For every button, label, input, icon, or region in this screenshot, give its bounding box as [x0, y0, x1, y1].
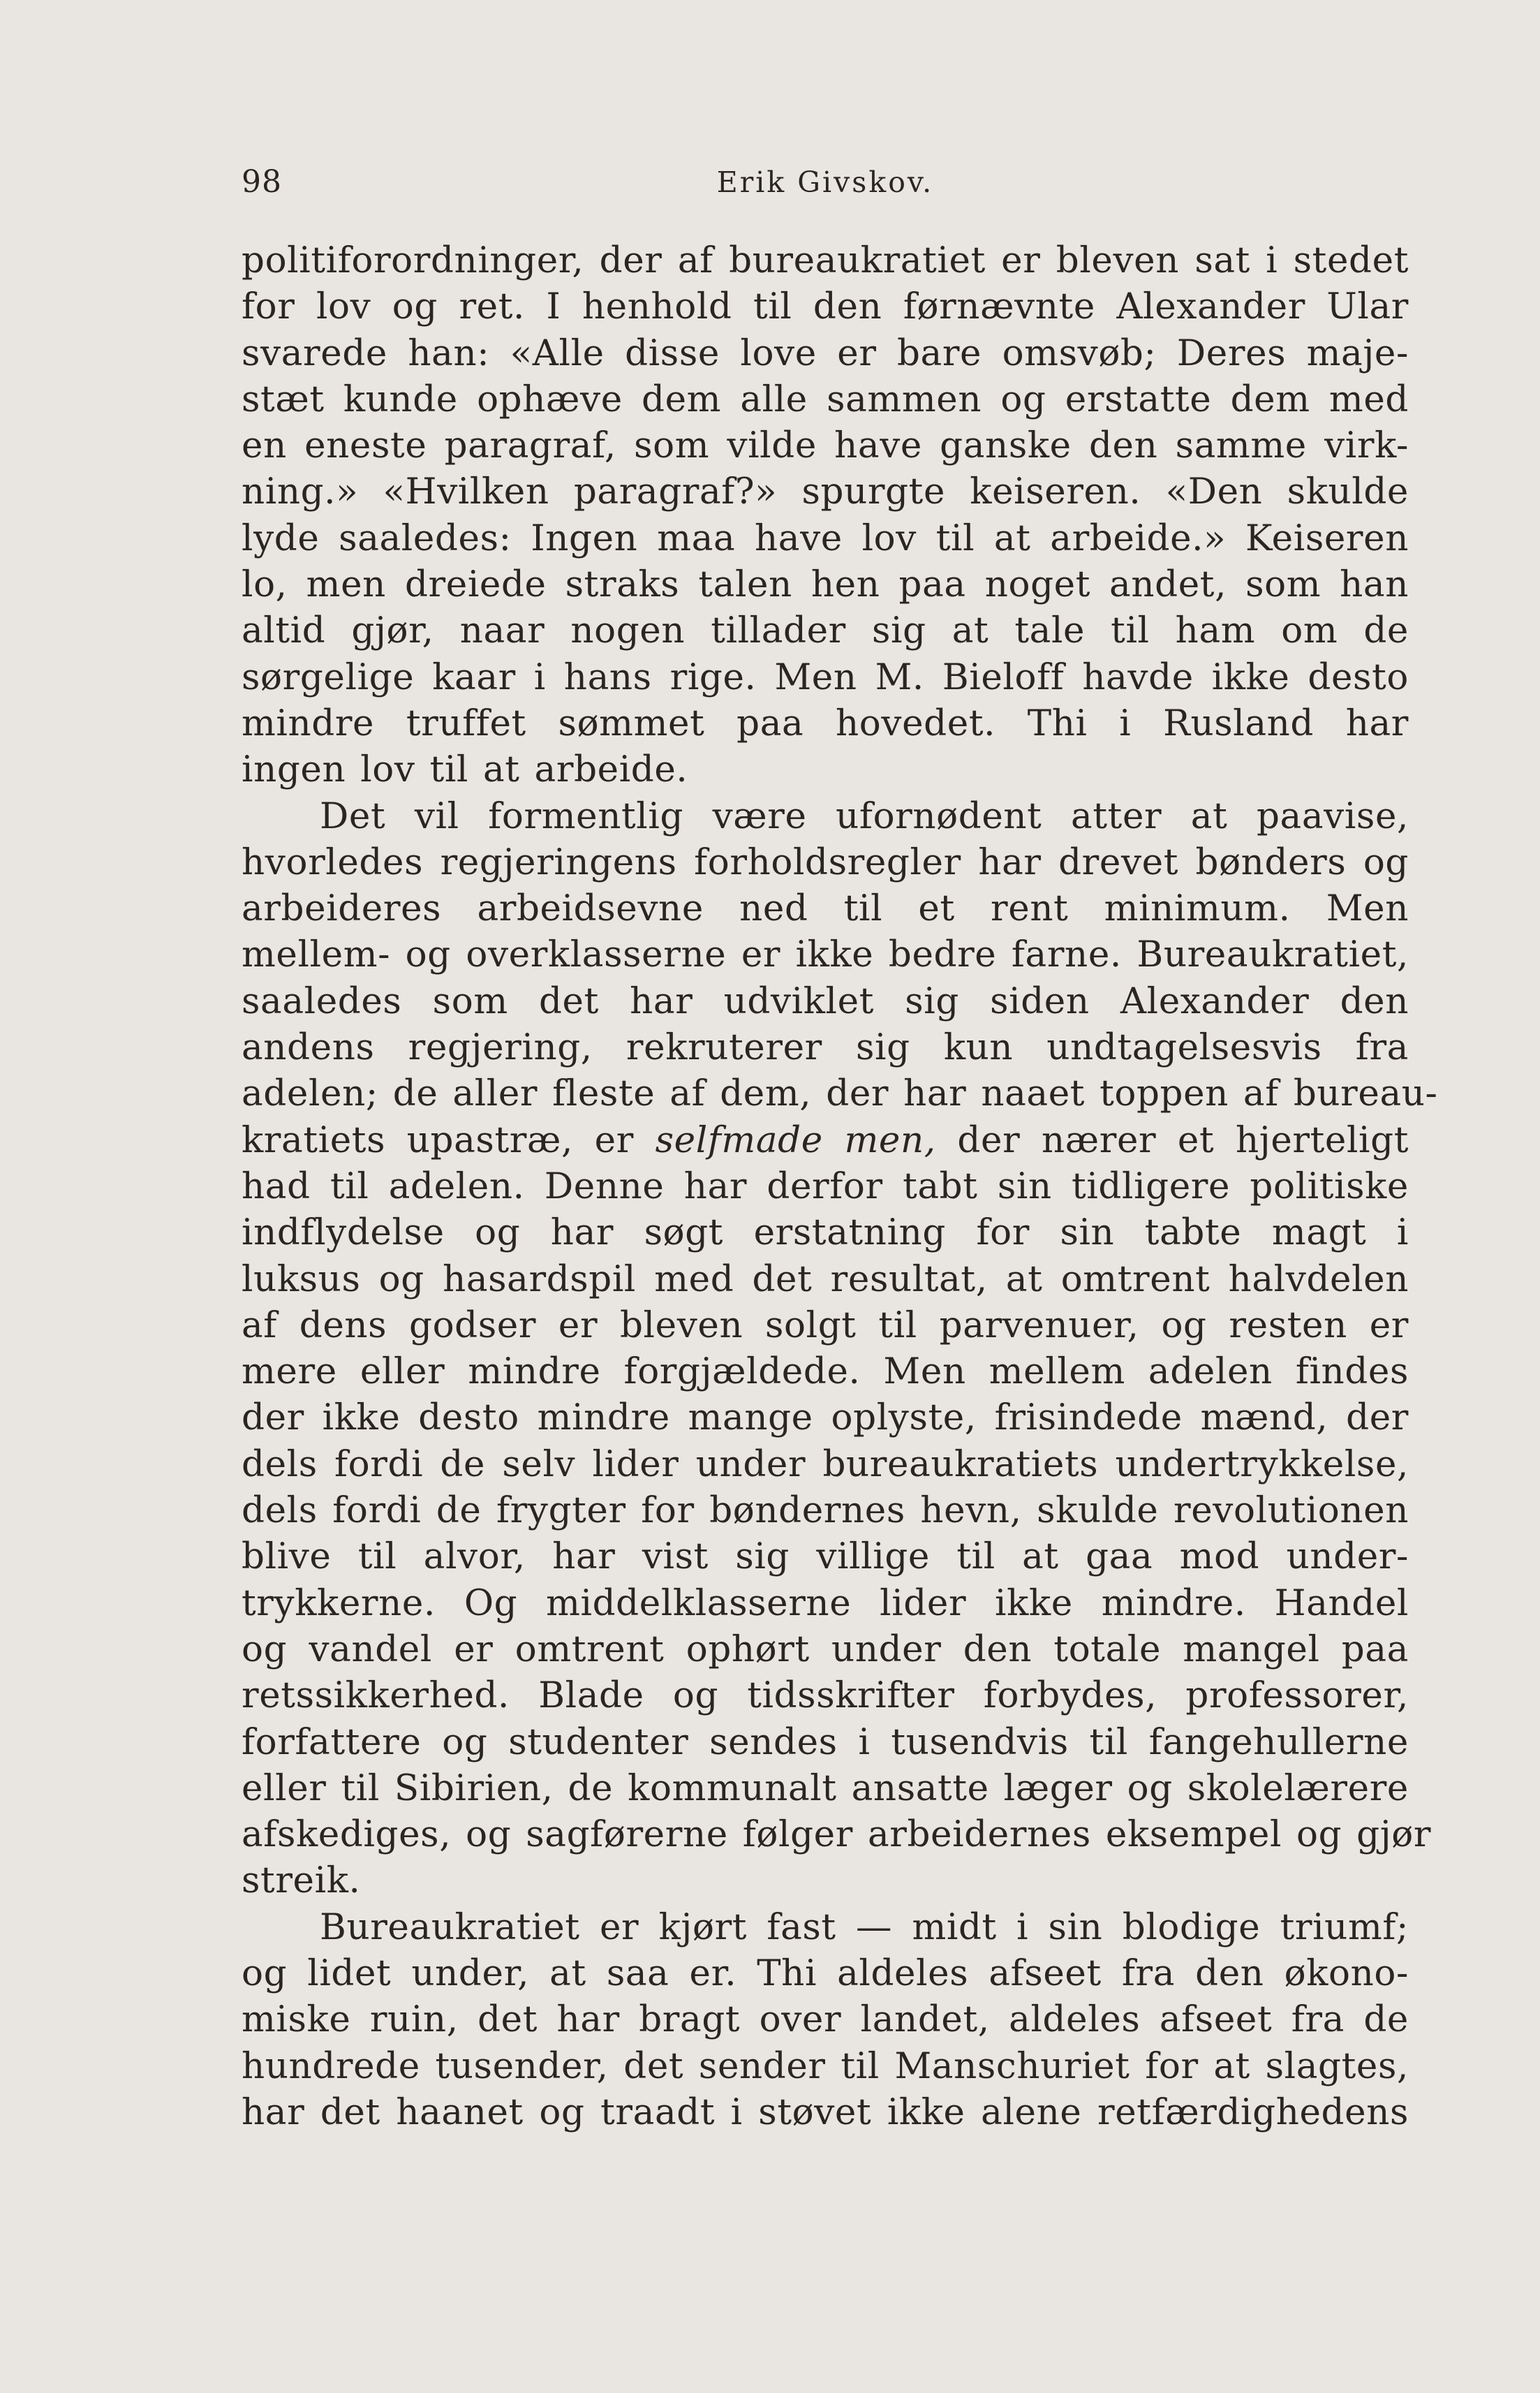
text-segment: kratiets upastræ, er — [242, 1119, 656, 1161]
text-line: sørgelige kaar i hans rige. Men M. Bieloff havde ikke desto — [242, 656, 1409, 698]
text-line-paragraph-end: streik. — [242, 1860, 361, 1902]
text-line: politiforordninger, der af bureaukratiet er bleven sat i stedet — [242, 240, 1409, 281]
text-line: lyde saaledes: Ingen maa have lov til at arbeide.» Keiseren — [242, 517, 1409, 559]
text-line: ning.» «Hvilken paragraf?» spurgte keiseren. «Den skulde — [242, 471, 1409, 513]
text-line: og lidet under, at saa er. Thi aldeles afseet fra den økono- — [242, 1952, 1409, 1994]
page-header — [242, 158, 1409, 207]
text-line: afskediges, og sagførerne følger arbeidernes eksempel og gjør — [242, 1813, 1432, 1856]
text-line: trykkerne. Og middelklasserne lider ikke mindre. Handel — [242, 1582, 1409, 1624]
text-line: andens regjering, rekruterer sig kun undtagelsesvis fra — [242, 1026, 1409, 1069]
text-line: had til adelen. Denne har derfor tabt sin tidligere politiske — [242, 1165, 1409, 1207]
text-line: luksus og hasardspil med det resultat, at omtrent halvdelen — [242, 1258, 1409, 1300]
body-text — [242, 237, 1438, 2135]
text-line: lo, men dreiede straks talen hen paa noget andet, som han — [242, 564, 1409, 606]
text-line: stæt kunde ophæve dem alle sammen og erstatte dem med — [242, 378, 1409, 420]
text-line: eller til Sibirien, de kommunalt ansatte læger og skolelærere — [242, 1767, 1409, 1809]
text-line: arbeideres arbeidsevne ned til et rent minimum. Men — [242, 888, 1409, 930]
text-line: altid gjør, naar nogen tillader sig at tale til ham om de — [242, 610, 1409, 652]
text-line-with-italic — [242, 1117, 1409, 1163]
text-line: indflydelse og har søgt erstatning for sin tabte magt i — [242, 1212, 1409, 1254]
text-line-paragraph-start: Det vil formentlig være ufornødent atter at paavise, — [320, 795, 1409, 837]
italic-phrase: selfmade men, — [655, 1119, 936, 1161]
text-segment: der nærer et hjerteligt — [935, 1119, 1409, 1161]
text-line: dels fordi de frygter for bøndernes hevn, skulde revolutionen — [242, 1489, 1409, 1532]
text-line-paragraph-start: Bureaukratiet er kjørt fast — midt i sin blodige triumf; — [320, 1906, 1409, 1948]
text-line: en eneste paragraf, som vilde have ganske den samme virk- — [242, 425, 1409, 467]
text-line-paragraph-end: ingen lov til at arbeide. — [242, 749, 688, 791]
text-line: har det haanet og traadt i støvet ikke alene retfærdighedens — [242, 2091, 1409, 2133]
text-line: hvorledes regjeringens forholdsregler har drevet bønders og — [242, 841, 1409, 883]
page-number: 98 — [242, 164, 282, 200]
text-line: mindre truffet sømmet paa hovedet. Thi i Rusland har — [242, 702, 1409, 744]
text-line: mellem- og overklasserne er ikke bedre farne. Bureaukratiet, — [242, 934, 1409, 976]
text-line: forfattere og studenter sendes i tusendvis til fangehullerne — [242, 1721, 1409, 1763]
text-line: saaledes som det har udviklet sig siden Alexander den — [242, 980, 1409, 1022]
text-line: der ikke desto mindre mange oplyste, frisindede mænd, der — [242, 1397, 1409, 1439]
text-line: adelen; de aller fleste af dem, der har naaet toppen af bureau- — [242, 1073, 1438, 1115]
text-line: af dens godser er bleven solgt til parvenuer, og resten er — [242, 1304, 1409, 1346]
text-line: mere eller mindre forgjældede. Men mellem adelen findes — [242, 1350, 1409, 1393]
text-line: svarede han: «Alle disse love er bare omsvøb; Deres maje- — [242, 332, 1409, 374]
text-line: blive til alvor, har vist sig villige til at gaa mod under- — [242, 1536, 1409, 1578]
running-head: Erik Givskov. — [716, 165, 934, 199]
text-line: hundrede tusender, det sender til Manschuriet for at slagtes, — [242, 2045, 1409, 2087]
text-line: dels fordi de selv lider under bureaukratiets undertrykkelse, — [242, 1443, 1409, 1485]
text-line: miske ruin, det har bragt over landet, aldeles afseet fra de — [242, 1998, 1409, 2041]
text-line: og vandel er omtrent ophørt under den totale mangel paa — [242, 1628, 1409, 1670]
text-line: retssikkerhed. Blade og tidsskrifter forbydes, professorer, — [242, 1674, 1409, 1717]
text-line: for lov og ret. I henhold til den førnævnte Alexander Ular — [242, 286, 1409, 328]
